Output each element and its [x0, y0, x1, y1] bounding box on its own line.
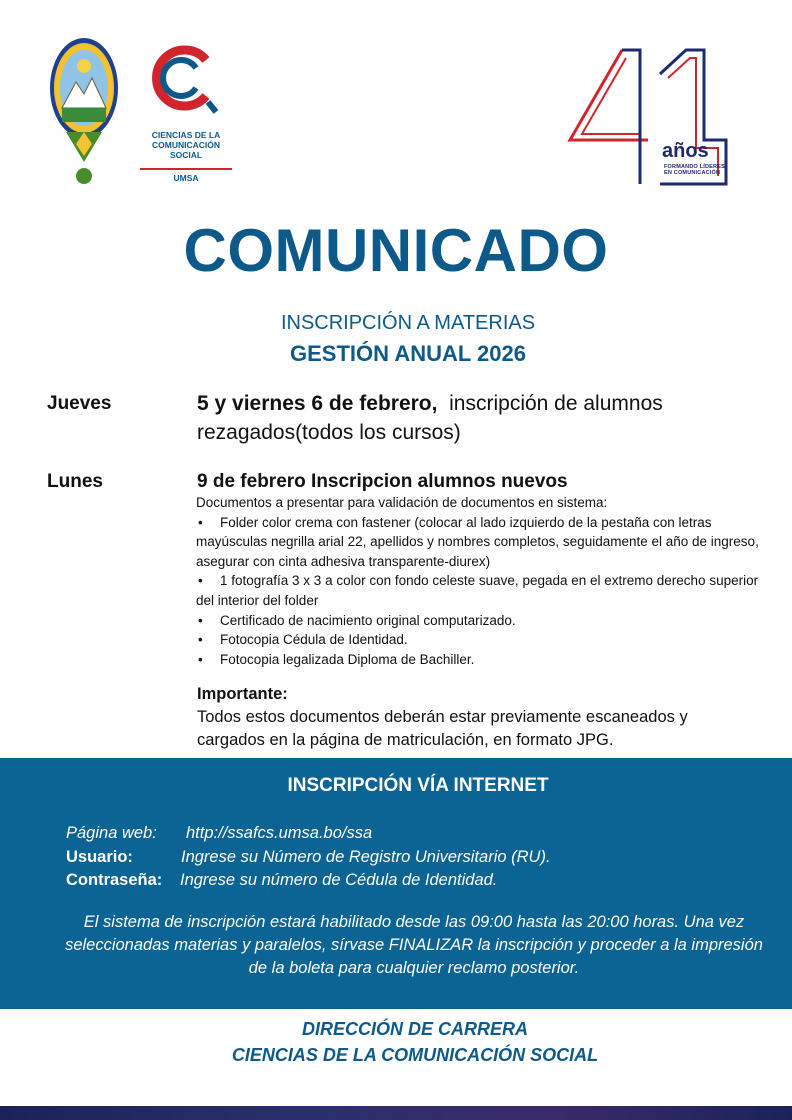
documents-list	[196, 513, 766, 670]
ccs-umsa: UMSA	[173, 173, 199, 183]
divider	[140, 168, 232, 170]
thursday-schedule	[197, 389, 757, 447]
bullet: •	[198, 632, 203, 648]
list-item: • Fotocopia legalizada Diploma de Bachiller.	[196, 650, 766, 670]
list-item: • 1 fotografía 3 x 3 a color con fondo celeste suave, pegada en el extremo derecho superior del interior del folder	[196, 573, 759, 608]
day-label-thursday: Jueves	[47, 393, 112, 414]
web-row	[66, 824, 372, 843]
documents-intro: Documentos a presentar para validación de documentos en sistema:	[196, 495, 608, 510]
day-label-monday: Lunes	[47, 471, 103, 492]
footer-line-2: CIENCIAS DE LA COMUNICACIÓN SOCIAL	[231, 1045, 599, 1065]
monday-heading: 9 de febrero Inscripcion alumnos nuevos	[197, 471, 568, 492]
web-link[interactable]: http://ssafcs.umsa.bo/ssa	[186, 824, 373, 842]
web-label: Página web:	[66, 824, 157, 842]
list-item: • Folder color crema con fastener (colocar al lado izquierdo de la pestaña con letras mayúsculas negrilla arial 22, apellidos y nombres completos, seguidamente el año de ingreso, asegurar con cinta adhesiva transparente-diurex)	[196, 514, 759, 569]
bullet: •	[198, 651, 203, 667]
user-label: Usuario:	[66, 848, 133, 866]
umsa-seal-logo	[48, 36, 120, 186]
user-row	[66, 848, 551, 867]
subtitle-year: GESTIÓN ANUAL 2026	[290, 341, 526, 366]
list-item: • Fotocopia Cédula de Identidad.	[196, 630, 766, 650]
password-label: Contraseña:	[66, 871, 163, 889]
thursday-description: inscripción de alumnos rezagados(todos los cursos)	[197, 392, 669, 444]
important-note	[197, 683, 757, 752]
required-documents	[196, 493, 766, 669]
subtitle-enrollment: INSCRIPCIÓN A MATERIAS	[280, 312, 536, 334]
user-value: Ingrese su Número de Registro Universitario (RU).	[181, 848, 551, 866]
internet-title: INSCRIPCIÓN VÍA INTERNET	[287, 775, 549, 796]
password-row	[66, 871, 497, 890]
anniversary-tagline: FORMANDO LÍDERES EN COMUNICACIÓN	[664, 164, 725, 176]
bullet: •	[198, 612, 203, 628]
ccs-mark-icon	[148, 42, 220, 114]
thursday-dates: 5 y viernes 6 de febrero,	[197, 392, 438, 415]
page-title: COMUNICADO	[183, 217, 609, 284]
ccs-name: CIENCIAS DE LA COMUNICACIÓN SOCIAL	[151, 130, 221, 160]
bullet: •	[198, 514, 203, 530]
footer-line-1: DIRECCIÓN DE CARRERA	[301, 1019, 528, 1039]
password-value: Ingrese su número de Cédula de Identidad.	[180, 871, 498, 889]
anniversary-years: años	[662, 140, 709, 162]
list-item: • Certificado de nacimiento original computarizado.	[196, 611, 766, 631]
footer-signature	[0, 1016, 792, 1068]
bottom-decorative-bar	[0, 1106, 792, 1120]
important-text: Todos estos documentos deberán estar previamente escaneados y cargados en la página de matriculación, en formato JPG.	[197, 708, 688, 749]
bullet: •	[198, 573, 203, 589]
system-hours-info: El sistema de inscripción estará habilitado desde las 09:00 hasta las 20:00 horas. Una vez seleccionadas materias y paralelos, sírvase FINALIZAR la inscripción y proceder a la impresión de la boleta para cualquier reclamo posterior.	[65, 913, 763, 977]
internet-enrollment-panel	[0, 758, 792, 1009]
important-label: Importante:	[197, 685, 288, 703]
